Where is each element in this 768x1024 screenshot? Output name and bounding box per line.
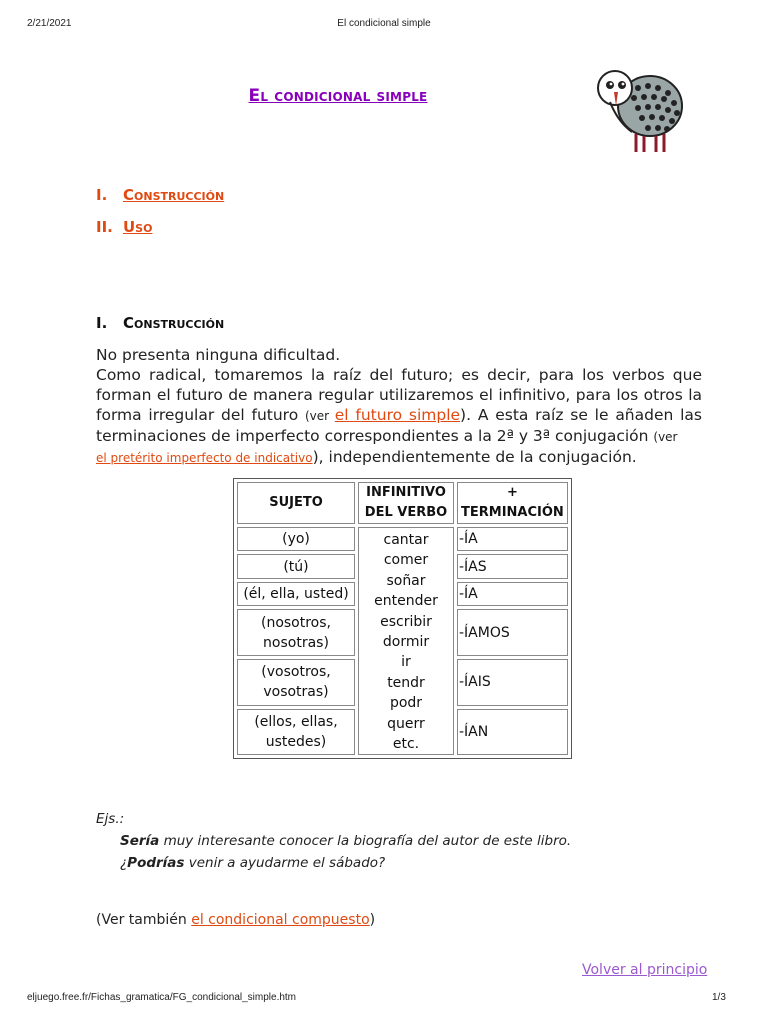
ending-cell: -ÍAMOS (457, 609, 568, 656)
print-url: eljuego.free.fr/Fichas_gramatica/FG_condicional_simple.htm (27, 992, 297, 1003)
subject-cell (237, 709, 355, 756)
header-infinitivo (358, 482, 454, 524)
header-plus: + (506, 485, 518, 500)
ending-cell: -ÍAIS (457, 659, 568, 706)
see-close: ) (312, 448, 319, 466)
example-2 (96, 852, 571, 874)
link-futuro-simple[interactable]: el futuro simple (334, 406, 461, 424)
toc-item-construccion[interactable] (96, 186, 224, 204)
subject-line: (ellos, ellas, (254, 714, 338, 731)
verb: escribir (380, 613, 432, 630)
ending-cell: -ÍAN (457, 709, 568, 756)
subject-cell: (él, ella, usted) (237, 582, 355, 606)
subject-cell (237, 609, 355, 656)
header-infinitivo-line2: DEL VERBO (364, 505, 448, 520)
subject-cell (237, 659, 355, 706)
subject-cell: (tú) (237, 554, 355, 578)
example-1-verb: Sería (120, 833, 160, 849)
section-number: I. (96, 314, 108, 332)
table-header-row (237, 482, 568, 524)
verb: podr (389, 695, 423, 712)
see-open: (ver (653, 430, 678, 444)
header-terminacion-label: TERMINACIÓN (461, 505, 564, 520)
examples-block (96, 808, 571, 874)
ending-cell: -ÍA (457, 582, 568, 606)
bird-logo-icon (586, 66, 690, 156)
see-open: (ver (304, 409, 335, 423)
example-1-rest: muy interesante conocer la biografía del autor de este libro. (159, 833, 572, 849)
toc-number: I. (96, 186, 108, 204)
table-row (237, 527, 568, 551)
verb: etc. (392, 736, 420, 753)
subject-line: nosotras) (263, 634, 329, 651)
intro-text-c: , independientemente de la conjugación. (318, 448, 637, 466)
examples-label: Ejs.: (96, 811, 125, 827)
example-1 (96, 830, 571, 852)
verb: dormir (382, 634, 430, 651)
toc-label: Uso (123, 218, 153, 236)
verb: querr (387, 715, 425, 732)
intro-body (96, 365, 702, 468)
toc-number: II. (96, 218, 113, 236)
see-also-suffix: ) (369, 912, 376, 928)
verb: comer (383, 552, 429, 569)
print-page-number: 1/3 (712, 992, 726, 1003)
see-close: ) (460, 406, 467, 424)
back-to-top-link[interactable]: Volver al principio (582, 962, 708, 978)
intro-first-line: No presenta ninguna dificultad. (96, 346, 341, 364)
link-preterito-imperfecto[interactable]: el pretérito imperfecto de indicativo (96, 451, 313, 465)
section-label: Construcción (123, 314, 225, 332)
subject-line: vosotras) (263, 684, 329, 701)
print-doc-title: El condicional simple (337, 18, 431, 29)
link-condicional-compuesto[interactable]: el condicional compuesto (191, 912, 370, 928)
verbs-cell (358, 527, 454, 755)
subject-line: (vosotros, (261, 664, 331, 681)
conjugation-table (233, 478, 572, 759)
header-infinitivo-line1: INFINITIVO (366, 485, 446, 500)
example-2-open: ¿ (120, 855, 128, 871)
verb: ir (401, 654, 411, 671)
subject-cell: (yo) (237, 527, 355, 551)
see-also (96, 912, 375, 928)
intro-text-a: Como radical, tomaremos la raíz del futuro; es decir, para los verbos que forman el futuro de manera regular utilizaremos el infinitivo, para los otros la forma irregular del futuro (96, 366, 702, 424)
header-sujeto: SUJETO (237, 482, 355, 524)
verb: soñar (386, 572, 426, 589)
header-terminacion (457, 482, 568, 524)
ending-cell: -ÍA (457, 527, 568, 551)
example-2-verb: Podrías (127, 855, 185, 871)
verb: tendr (387, 674, 425, 691)
ending-cell: -ÍAS (457, 554, 568, 578)
example-2-rest: venir a ayudarme el sábado? (184, 855, 386, 871)
page-title: El condicional simple (248, 86, 428, 106)
see-also-prefix: (Ver también (96, 912, 192, 928)
toc-item-uso[interactable] (96, 218, 152, 236)
print-date: 2/21/2021 (27, 18, 72, 29)
verb: cantar (383, 532, 429, 548)
subject-line: ustedes) (265, 734, 327, 751)
section-heading (96, 314, 224, 332)
intro-paragraph (96, 345, 702, 468)
subject-line: (nosotros, (260, 614, 331, 631)
intro-text-b: . A esta raíz se le añaden las terminaciones de imperfecto correspondientes a la 2ª y 3ª conjugación (96, 406, 702, 445)
verb: entender (374, 593, 438, 610)
toc-label: Construcción (123, 186, 225, 204)
